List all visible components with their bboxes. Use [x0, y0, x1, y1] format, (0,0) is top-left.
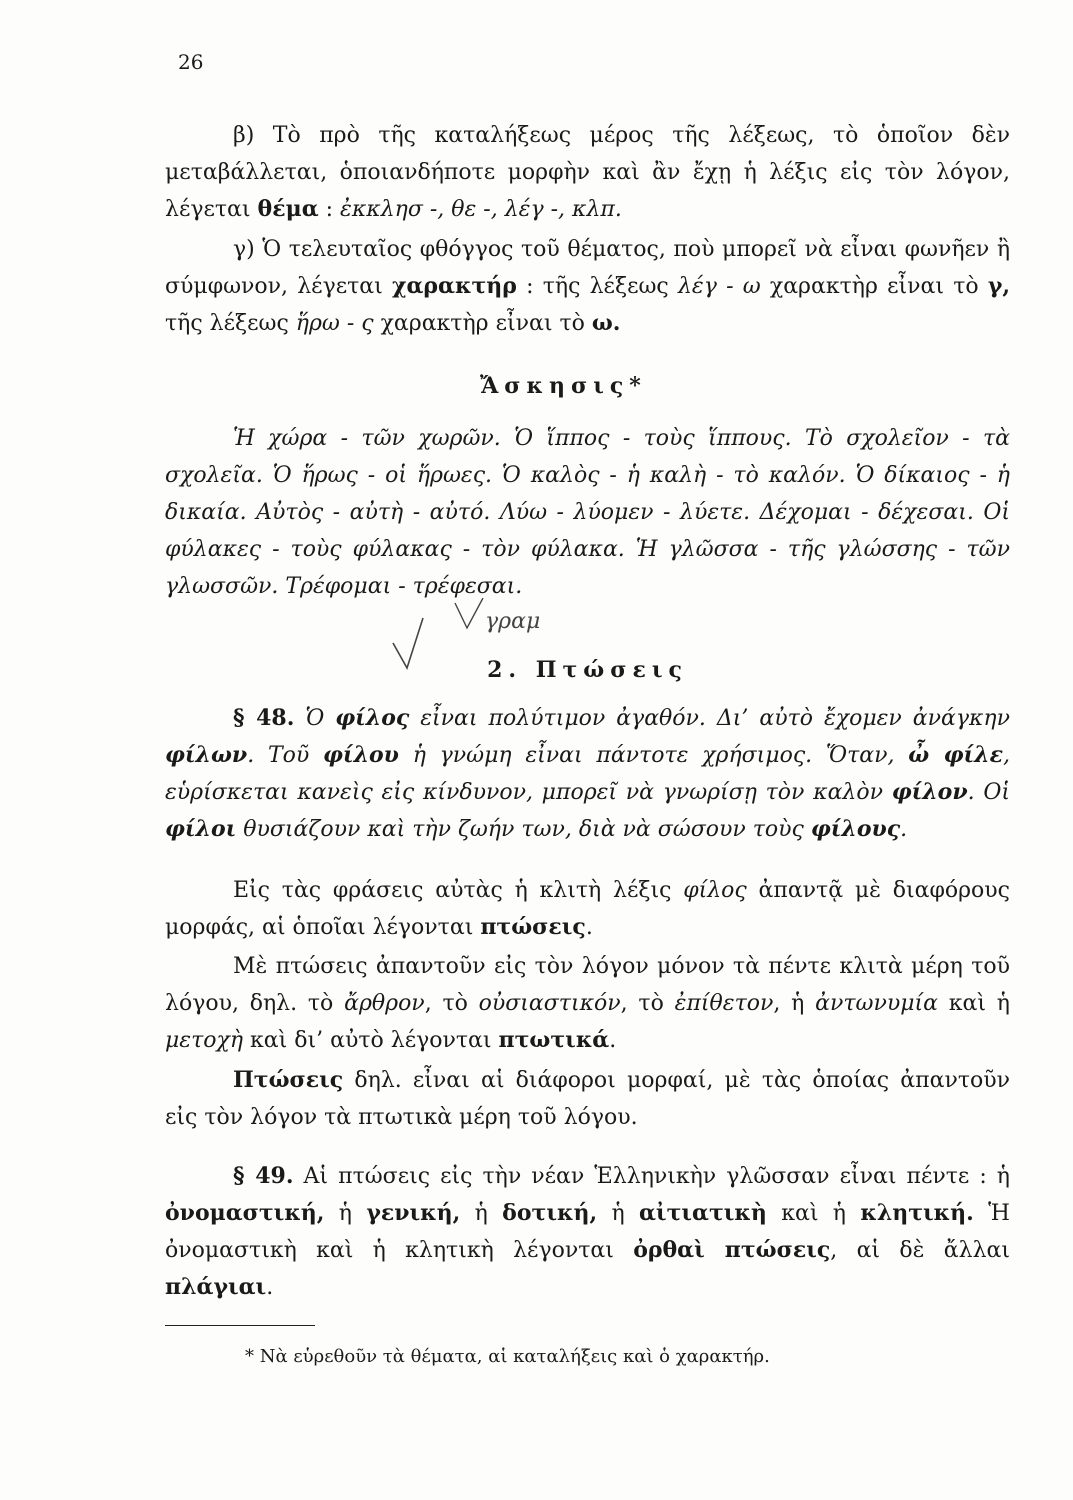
paragraph-49: § 49. Αἱ πτώσεις εἰς τὴν νέαν Ἑλληνικὴν γλῶσσαν εἶναι πέντε : ἡ ὀνομαστική, ἡ γενική, ἡ δοτική, ἡ αἰτιατικὴ καὶ ἡ κλητική. Ἡ ὀνομαστικὴ καὶ ἡ κλητικὴ λέγονται ὀρθαὶ πτώσεις, αἱ δὲ ἄλλαι πλάγιαι. — [165, 1163, 1011, 1300]
paragraph-definition: Πτώσεις δηλ. εἶναι αἱ διάφοροι μορφαί, μὲ τὰς ὁποίας ἀπαντοῦν εἰς τὸν λόγον τὰ πτωτικὰ μέρη τοῦ λόγου. — [165, 1067, 1010, 1130]
exercise-heading: Ἄσκησις* — [480, 373, 647, 399]
section-number-49: § 49. — [233, 1163, 294, 1189]
page-number: 26 — [178, 50, 204, 74]
term-ptoseis: πτώσεις — [480, 914, 586, 940]
term-ptotika: πτωτικά — [498, 1027, 610, 1053]
paragraph-gamma-character: γ) Ὁ τελευταῖος φθόγγος τοῦ θέματος, ποὺ μπορεῖ νὰ εἶναι φωνῆεν ἢ σύμφωνον, λέγεται χαρακτήρ : τῆς λέξεως λέγ - ω χαρακτὴρ εἶναι τὸ γ, τῆς λέξεως ἥρω - ς χαρακτὴρ εἶναι τὸ ω. — [165, 237, 1011, 336]
section-number-48: § 48. — [233, 705, 295, 731]
paragraph-48: § 48. Ὁ φίλος εἶναι πολύτιμον ἀγαθόν. Δι’ αὐτὸ ἔχομεν ἀνάγκην φίλων. Τοῦ φίλου ἡ γνώμη εἶναι πάντοτε χρήσιμος. Ὅταν, ὦ φίλε, εὑρίσκεται κανεὶς εἰς κίνδυνον, μπορεῖ νὰ γνωρίσῃ τὸν καλὸν φίλον. Οἱ φίλοι θυσιάζουν καὶ τὴν ζωήν των, διὰ νὰ σώσουν τοὺς φίλους. — [165, 705, 1010, 842]
paragraph-beta-theme: β) Τὸ πρὸ τῆς καταλήξεως μέρος τῆς λέξεως, τὸ ὁποῖον δὲν μεταβάλλεται, ὁποιανδήποτε μορφὴν καὶ ἂν ἔχῃ ἡ λέξις εἰς τὸν λόγον, λέγεται θέμα : ἐκκλησ -, θε -, λέγ -, κλπ. — [165, 123, 1010, 222]
term-charaktir: χαρακτήρ — [392, 273, 517, 299]
term-thema: θέμα — [257, 196, 319, 222]
section-heading-ptoseis: 2. Πτώσεις — [487, 657, 688, 683]
footnote-divider — [165, 1325, 315, 1326]
exercise-text: Ἡ χώρα - τῶν χωρῶν. Ὁ ἵππος - τοὺς ἵππους. Τὸ σχολεῖον - τὰ σχολεῖα. Ὁ ἥρως - οἱ ἥρωες. Ὁ καλὸς - ἡ καλὴ - τὸ καλόν. Ὁ δίκαιος - ἡ δικαία. Αὐτὸς - αὐτὴ - αὐτό. Λύω - λύομεν - λύετε. Δέχομαι - δέχεσαι. Οἱ φύλακες - τοὺς φύλακας - τὸν φύλακα. Ἡ γλῶσσα - τῆς γλώσσης - τῶν γλωσσῶν. Τρέφομαι - τρέφεσαι. — [165, 426, 1010, 599]
handwritten-note: γραμ — [485, 609, 541, 634]
footnote: * Νὰ εὑρεθοῦν τὰ θέματα, αἱ καταλήξεις καὶ ὁ χαρακτήρ. — [245, 1346, 770, 1367]
paragraph-forms: Εἰς τὰς φράσεις αὐτὰς ἡ κλιτὴ λέξις φίλος ἀπαντᾷ μὲ διαφόρους μορφάς, αἱ ὁποῖαι λέγονται πτώσεις. — [165, 878, 1010, 940]
paragraph-parts-of-speech: Μὲ πτώσεις ἀπαντοῦν εἰς τὸν λόγον μόνον τὰ πέντε κλιτὰ μέρη τοῦ λόγου, δηλ. τὸ ἄρθρον, τὸ οὐσιαστικόν, τὸ ἐπίθετον, ἡ ἀντωνυμία καὶ ἡ μετοχὴ καὶ δι’ αὐτὸ λέγονται πτωτικά. — [165, 954, 1010, 1053]
